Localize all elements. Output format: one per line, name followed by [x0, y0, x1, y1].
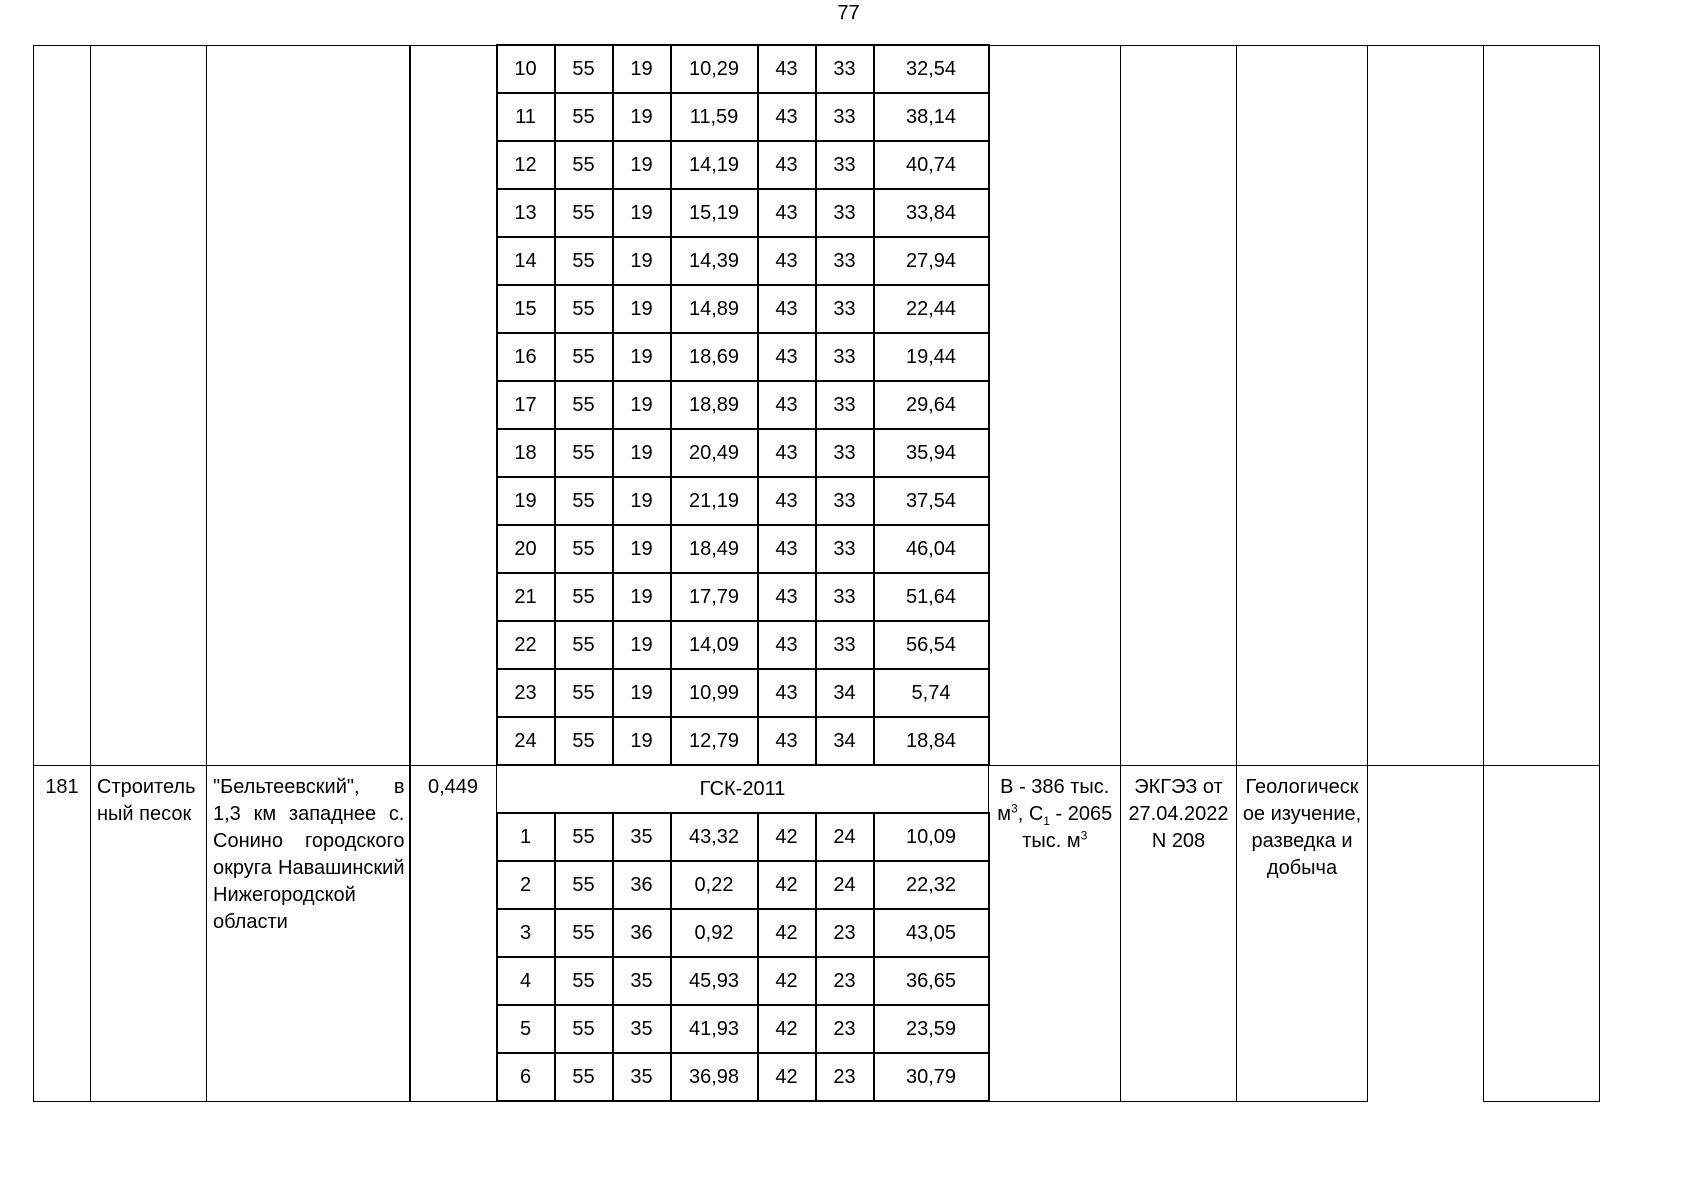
lon-seconds: 10,09: [874, 813, 989, 861]
lon-seconds: 51,64: [874, 573, 989, 621]
reserves-unit-sup-1: 3: [1011, 800, 1018, 815]
lon-degrees: 42: [758, 957, 816, 1005]
lat-degrees: 55: [555, 621, 613, 669]
lat-degrees: 55: [555, 573, 613, 621]
lon-degrees: 42: [758, 909, 816, 957]
point-number: 22: [497, 621, 555, 669]
point-number: 11: [497, 93, 555, 141]
lat-minutes: 19: [613, 381, 671, 429]
point-number: 14: [497, 237, 555, 285]
table-row: [34, 45, 1600, 93]
point-number: 2: [497, 861, 555, 909]
lon-minutes: 24: [816, 861, 874, 909]
lon-minutes: 33: [816, 477, 874, 525]
point-number: 21: [497, 573, 555, 621]
prev-expertise-cell: [1121, 45, 1237, 765]
lat-seconds: 18,69: [671, 333, 758, 381]
lon-minutes: 23: [816, 1005, 874, 1053]
lat-seconds: 12,79: [671, 717, 758, 765]
lat-seconds: 11,59: [671, 93, 758, 141]
reserves-text-3: - 2065 тыс. м: [1022, 802, 1113, 852]
lat-minutes: 19: [613, 525, 671, 573]
point-number: 18: [497, 429, 555, 477]
lat-degrees: 55: [555, 93, 613, 141]
lon-minutes: 33: [816, 141, 874, 189]
entry-number: 181: [34, 765, 91, 1101]
lon-seconds: 33,84: [874, 189, 989, 237]
lat-degrees: 55: [555, 477, 613, 525]
lon-degrees: 43: [758, 717, 816, 765]
lon-seconds: 43,05: [874, 909, 989, 957]
lat-degrees: 55: [555, 189, 613, 237]
lat-degrees: 55: [555, 525, 613, 573]
entry-181-header-row: [34, 765, 1600, 813]
lon-degrees: 42: [758, 1005, 816, 1053]
reserves-text-2: , C: [1017, 802, 1044, 825]
lon-minutes: 23: [816, 957, 874, 1005]
lat-seconds: 14,89: [671, 285, 758, 333]
lon-minutes: 23: [816, 1053, 874, 1101]
lat-seconds: 20,49: [671, 429, 758, 477]
lat-seconds: 18,49: [671, 525, 758, 573]
lat-degrees: 55: [555, 957, 613, 1005]
point-number: 17: [497, 381, 555, 429]
prev-extra-cell-1: [1368, 45, 1484, 765]
prev-reserves-cell: [989, 45, 1121, 765]
lat-degrees: 55: [555, 1005, 613, 1053]
lon-minutes: 33: [816, 285, 874, 333]
lat-minutes: 35: [613, 957, 671, 1005]
lat-seconds: 0,92: [671, 909, 758, 957]
lon-minutes: 33: [816, 189, 874, 237]
extra-cell-2: [1484, 765, 1600, 1101]
lon-seconds: 23,59: [874, 1005, 989, 1053]
lat-degrees: 55: [555, 717, 613, 765]
lat-degrees: 55: [555, 813, 613, 861]
lat-seconds: 14,09: [671, 621, 758, 669]
lon-minutes: 33: [816, 333, 874, 381]
lat-seconds: 41,93: [671, 1005, 758, 1053]
coordinate-system: ГСК-2011: [497, 765, 989, 813]
point-number: 16: [497, 333, 555, 381]
lat-minutes: 35: [613, 1005, 671, 1053]
lat-minutes: 19: [613, 189, 671, 237]
lat-degrees: 55: [555, 141, 613, 189]
lat-minutes: 19: [613, 45, 671, 93]
lon-seconds: 40,74: [874, 141, 989, 189]
lon-degrees: 43: [758, 525, 816, 573]
point-number: 4: [497, 957, 555, 1005]
lat-seconds: 0,22: [671, 861, 758, 909]
lon-seconds: 46,04: [874, 525, 989, 573]
extra-cell-1: [1368, 765, 1484, 1101]
reserves-cell: [989, 765, 1121, 1101]
point-number: 19: [497, 477, 555, 525]
point-number: 20: [497, 525, 555, 573]
lon-minutes: 33: [816, 45, 874, 93]
lat-minutes: 19: [613, 429, 671, 477]
lat-seconds: 18,89: [671, 381, 758, 429]
expertise-reference: ЭКГЭЗ от 27.04.2022 N 208: [1121, 765, 1237, 1101]
table-body: [34, 45, 1600, 1101]
mineral-type: Строитель ный песок: [91, 765, 207, 1101]
lat-degrees: 55: [555, 909, 613, 957]
lat-minutes: 19: [613, 93, 671, 141]
lon-seconds: 27,94: [874, 237, 989, 285]
lat-degrees: 55: [555, 669, 613, 717]
lat-seconds: 17,79: [671, 573, 758, 621]
lon-degrees: 43: [758, 477, 816, 525]
lon-seconds: 38,14: [874, 93, 989, 141]
lat-degrees: 55: [555, 285, 613, 333]
point-number: 23: [497, 669, 555, 717]
lon-seconds: 18,84: [874, 717, 989, 765]
lon-minutes: 23: [816, 909, 874, 957]
point-number: 24: [497, 717, 555, 765]
lon-seconds: 36,65: [874, 957, 989, 1005]
prev-purpose-cell: [1237, 45, 1368, 765]
lat-minutes: 19: [613, 237, 671, 285]
lat-seconds: 14,19: [671, 141, 758, 189]
lon-minutes: 34: [816, 669, 874, 717]
lat-minutes: 19: [613, 717, 671, 765]
lon-degrees: 42: [758, 1053, 816, 1101]
lat-degrees: 55: [555, 1053, 613, 1101]
lon-degrees: 43: [758, 429, 816, 477]
lat-minutes: 36: [613, 861, 671, 909]
lon-seconds: 56,54: [874, 621, 989, 669]
lon-minutes: 33: [816, 525, 874, 573]
lon-seconds: 37,54: [874, 477, 989, 525]
reserves-text-1: B - 386 тыс. м: [997, 775, 1110, 825]
lon-minutes: 33: [816, 93, 874, 141]
lon-minutes: 33: [816, 237, 874, 285]
lon-minutes: 33: [816, 381, 874, 429]
lon-degrees: 43: [758, 621, 816, 669]
lon-minutes: 33: [816, 429, 874, 477]
lat-seconds: 43,32: [671, 813, 758, 861]
prev-number-cell: [34, 45, 91, 765]
prev-area-cell: [410, 45, 497, 765]
lat-degrees: 55: [555, 333, 613, 381]
lat-seconds: 21,19: [671, 477, 758, 525]
lat-degrees: 55: [555, 381, 613, 429]
reserves-unit-sup-2: 3: [1080, 827, 1088, 842]
point-number: 6: [497, 1053, 555, 1101]
lat-minutes: 19: [613, 333, 671, 381]
point-number: 12: [497, 141, 555, 189]
lat-degrees: 55: [555, 861, 613, 909]
lat-seconds: 45,93: [671, 957, 758, 1005]
lon-seconds: 29,64: [874, 381, 989, 429]
lat-minutes: 19: [613, 285, 671, 333]
lon-degrees: 42: [758, 861, 816, 909]
lon-degrees: 43: [758, 189, 816, 237]
lon-minutes: 34: [816, 717, 874, 765]
lat-seconds: 14,39: [671, 237, 758, 285]
lon-seconds: 19,44: [874, 333, 989, 381]
lat-minutes: 35: [613, 1053, 671, 1101]
lon-seconds: 32,54: [874, 45, 989, 93]
deposit-location: "Бельтеевский", в 1,3 км западнее с. Сонино городского округа Навашинский Нижегородской области: [207, 765, 410, 1101]
lat-minutes: 19: [613, 477, 671, 525]
lon-degrees: 43: [758, 93, 816, 141]
lon-seconds: 35,94: [874, 429, 989, 477]
lat-degrees: 55: [555, 429, 613, 477]
prev-extra-cell-2: [1484, 45, 1600, 765]
lat-seconds: 36,98: [671, 1053, 758, 1101]
lon-degrees: 43: [758, 45, 816, 93]
area-value: 0,449: [410, 765, 497, 1101]
lon-degrees: 43: [758, 141, 816, 189]
lat-minutes: 19: [613, 141, 671, 189]
lat-minutes: 19: [613, 669, 671, 717]
prev-location-cell: [207, 45, 410, 765]
point-number: 5: [497, 1005, 555, 1053]
point-number: 10: [497, 45, 555, 93]
lon-minutes: 33: [816, 621, 874, 669]
lat-minutes: 19: [613, 573, 671, 621]
use-purpose: Геологическ ое изучение, разведка и добыча: [1237, 765, 1368, 1101]
lon-seconds: 30,79: [874, 1053, 989, 1101]
lon-degrees: 43: [758, 333, 816, 381]
point-number: 1: [497, 813, 555, 861]
lat-degrees: 55: [555, 237, 613, 285]
lon-seconds: 5,74: [874, 669, 989, 717]
lon-degrees: 43: [758, 381, 816, 429]
point-number: 15: [497, 285, 555, 333]
lat-seconds: 10,29: [671, 45, 758, 93]
deposits-table: [33, 44, 1600, 1102]
lat-degrees: 55: [555, 45, 613, 93]
lat-seconds: 10,99: [671, 669, 758, 717]
lon-seconds: 22,44: [874, 285, 989, 333]
lon-minutes: 33: [816, 573, 874, 621]
lon-degrees: 43: [758, 285, 816, 333]
lon-degrees: 43: [758, 237, 816, 285]
page-number: 77: [837, 2, 860, 24]
point-number: 3: [497, 909, 555, 957]
lat-minutes: 19: [613, 621, 671, 669]
point-number: 13: [497, 189, 555, 237]
lon-seconds: 22,32: [874, 861, 989, 909]
lon-degrees: 43: [758, 573, 816, 621]
lon-degrees: 42: [758, 813, 816, 861]
lat-minutes: 36: [613, 909, 671, 957]
lon-degrees: 43: [758, 669, 816, 717]
lat-minutes: 35: [613, 813, 671, 861]
reserves-category-sub: 1: [1043, 813, 1050, 828]
prev-mineral-cell: [91, 45, 207, 765]
lon-minutes: 24: [816, 813, 874, 861]
lat-seconds: 15,19: [671, 189, 758, 237]
